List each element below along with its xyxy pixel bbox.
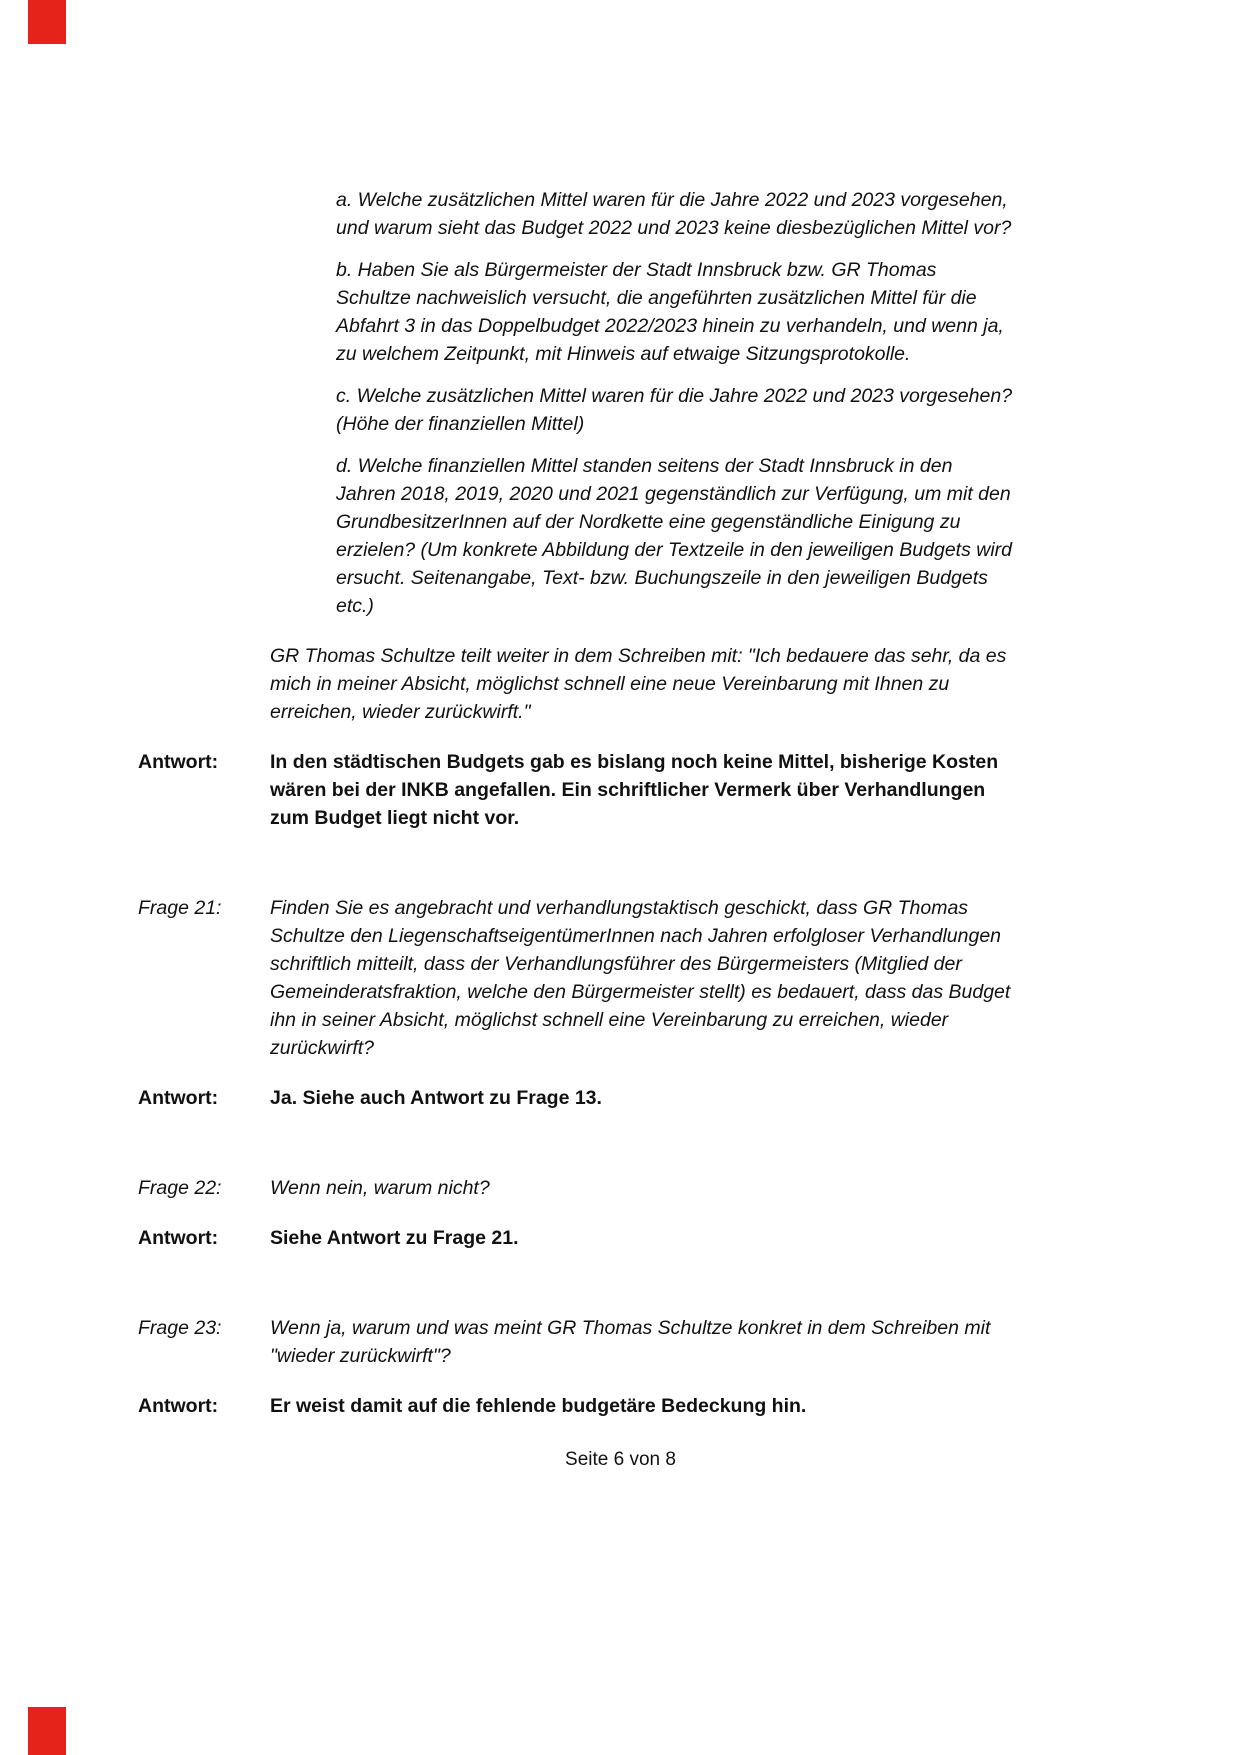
- answer-text: In den städtischen Budgets gab es bislang noch keine Mittel, bisherige Kosten wären bei der INKB angefallen. Ein schriftlicher Vermerk über Verhandlungen zum Budget liegt nicht vor.: [270, 751, 999, 829]
- answer-label: Antwort:: [138, 751, 219, 773]
- answer-text: Ja. Siehe auch Antwort zu Frage 13.: [270, 1087, 602, 1109]
- question-text: Finden Sie es angebracht und verhandlungstaktisch geschickt, dass GR Thomas Schultze den LiegenschaftseigentümerInnen nach Jahren erfolgloser Verhandlungen schriftlich mitteilt, dass der Verhandlungsführer des Bürgermeisters (Mitglied der Gemeinderatsfraktion, welche den Bürgermeister stellt) es bedauert, dass das Budget ihn in seiner Absicht, möglichst schnell eine Vereinbarung zu erreichen, wieder zurückwirft?: [270, 897, 1011, 1059]
- answer-label: Antwort:: [138, 1087, 219, 1109]
- answer-block: [138, 1224, 1018, 1252]
- answer-text: Er weist damit auf die fehlende budgetäre Bedeckung hin.: [270, 1395, 807, 1417]
- quote-paragraph: GR Thomas Schultze teilt weiter in dem Schreiben mit: "Ich bedauere das sehr, da es mich in meiner Absicht, möglichst schnell eine neue Vereinbarung mit Ihnen zu erreichen, wieder zurückwirft.": [270, 645, 1007, 723]
- answer-block: [138, 1392, 1018, 1420]
- document-body: [138, 186, 1018, 1420]
- sub-question-c: c. Welche zusätzlichen Mittel waren für die Jahre 2022 und 2023 vorgesehen? (Höhe der finanziellen Mittel): [336, 385, 1013, 435]
- answer-block: [138, 1084, 1018, 1112]
- red-edge-mark-top: [28, 0, 66, 44]
- question-text: Wenn ja, warum und was meint GR Thomas Schultze konkret in dem Schreiben mit "wieder zurückwirft"?: [270, 1317, 991, 1367]
- answer-text: Siehe Antwort zu Frage 21.: [270, 1227, 519, 1249]
- question-block-23: [138, 1314, 1018, 1370]
- answer-block: [138, 748, 1018, 832]
- answer-label: Antwort:: [138, 1395, 219, 1417]
- sub-question-b: b. Haben Sie als Bürgermeister der Stadt Innsbruck bzw. GR Thomas Schultze nachweislich versucht, die angeführten zusätzlichen Mittel für die Abfahrt 3 in das Doppelbudget 2022/2023 hinein zu verhandeln, und wenn ja, zu welchem Zeitpunkt, mit Hinweis auf etwaige Sitzungsprotokolle.: [336, 259, 1004, 365]
- sub-question-a: a. Welche zusätzlichen Mittel waren für die Jahre 2022 und 2023 vorgesehen, und warum sieht das Budget 2022 und 2023 keine diesbezüglichen Mittel vor?: [336, 189, 1012, 239]
- red-edge-mark-bottom: [28, 1707, 66, 1755]
- question-label: Frage 21:: [138, 897, 222, 919]
- page-number: Seite 6 von 8: [565, 1449, 676, 1470]
- answer-label: Antwort:: [138, 1227, 219, 1249]
- sub-question-d: d. Welche finanziellen Mittel standen seitens der Stadt Innsbruck in den Jahren 2018, 2019, 2020 und 2021 gegenständlich zur Verfügung, um mit den GrundbesitzerInnen auf der Nordkette eine gegenständliche Einigung zu erzielen? (Um konkrete Abbildung der Textzeile in den jeweiligen Budgets wird ersucht. Seitenangabe, Text- bzw. Buchungszeile in den jeweiligen Budgets etc.): [336, 455, 1013, 617]
- question-block-22: [138, 1174, 1018, 1202]
- question-label: Frage 22:: [138, 1177, 222, 1199]
- question-label: Frage 23:: [138, 1317, 222, 1339]
- question-text: Wenn nein, warum nicht?: [270, 1177, 490, 1199]
- question-block-21: [138, 894, 1018, 1062]
